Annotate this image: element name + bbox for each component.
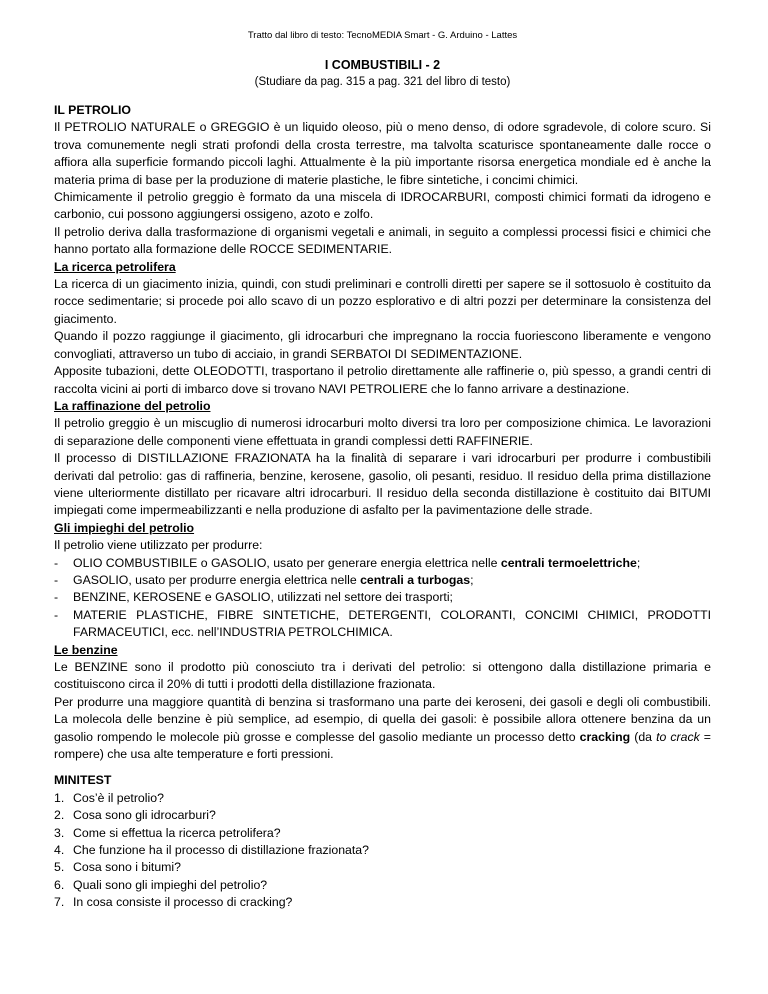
section-heading-benzine: Le benzine — [54, 642, 118, 657]
list-item: - OLIO COMBUSTIBILE o GASOLIO, usato per generare energia elettrica nelle centrali termoelettriche; — [54, 555, 711, 572]
list-item: - BENZINE, KEROSENE e GASOLIO, utilizzati nel settore dei trasporti; — [54, 589, 711, 606]
document-subtitle: (Studiare da pag. 315 a pag. 321 del libro di testo) — [254, 76, 511, 88]
list-item: 7. In cosa consiste il processo di cracking? — [54, 895, 293, 910]
section-heading-raffinazione: La raffinazione del petrolio — [54, 398, 211, 413]
paragraph: Le BENZINE sono il prodotto più conosciuto tra i derivati del petrolio: si ottengono dalla distillazione primaria e costituiscono circa il 20% di tutti i prodotti della distillazione frazionata. — [54, 660, 711, 692]
section-heading-petrolio: IL PETROLIO — [54, 103, 131, 117]
page-header: Tratto dal libro di testo: TecnoMEDIA Smart - G. Arduino - Lattes — [247, 30, 518, 41]
section-heading-minitest: MINITEST — [54, 773, 112, 788]
list-item: 1. Cos’è il petrolio? — [54, 790, 164, 805]
list-item: 5. Cosa sono i bitumi? — [54, 860, 181, 875]
list-item: - MATERIE PLASTICHE, FIBRE SINTETICHE, DETERGENTI, COLORANTI, CONCIMI CHIMICI, PRODOTTI FARMACEUTICI, ecc. nell’INDUSTRIA PETROLCHIMICA. — [54, 607, 711, 642]
paragraph: Il processo di DISTILLAZIONE FRAZIONATA ha la finalità di separare i vari idrocarburi per produrre i combustibili derivati dal petrolio: gas di raffineria, benzine, kerosene, gasolio, oli pesanti, residuo. Il residuo della prima distillazione viene ulteriormente distillato per ricavare altri idrocarburi. Il residuo della seconda distillazione è costituito dai BITUMI impiegati come impermeabilizzanti e nella produzione di asfalto per la pavimentazione delle strade. — [54, 451, 711, 518]
paragraph: Chimicamente il petrolio greggio è formato da una miscela di IDROCARBURI, composti chimici formati da idrogeno e carbonio, cui possono aggiungersi ossigeno, azoto e zolfo. — [54, 190, 711, 222]
document-title: I COMBUSTIBILI - 2 — [324, 58, 441, 72]
list-item: 6. Quali sono gli impieghi del petrolio? — [54, 877, 268, 892]
minitest-list — [54, 790, 711, 912]
document-body — [54, 102, 711, 912]
paragraph: Il petrolio viene utilizzato per produrre: — [54, 538, 263, 553]
list-item: - GASOLIO, usato per produrre energia elettrica nelle centrali a turbogas; — [54, 572, 711, 589]
paragraph: Per produrre una maggiore quantità di benzina si trasformano una parte dei keroseni, dei gasoli e degli oli combustibili. La molecola delle benzine è più semplice, ad esempio, di quella dei gasoli: è possibile allora ottenere benzina da un gasolio rompendo le molecole più grosse e complesse del gasolio mediante un processo detto cracking (da to crack = rompere) che usa alte temperature e forti pressioni. — [54, 694, 711, 762]
paragraph: Quando il pozzo raggiunge il giacimento, gli idrocarburi che impregnano la roccia fuoriescono liberamente e vengono convogliati, attraverso un tubo di acciaio, in grandi SERBATOI DI SEDIMENTAZIONE. — [54, 329, 711, 361]
list-item: 2. Cosa sono gli idrocarburi? — [54, 808, 216, 823]
impieghi-list — [54, 555, 711, 642]
section-heading-ricerca: La ricerca petrolifera — [54, 259, 176, 274]
paragraph: Apposite tubazioni, dette OLEODOTTI, trasportano il petrolio direttamente alle raffinerie o, più spesso, a grandi centri di raccolta vicini ai porti di imbarco dove si trovano NAVI PETROLIERE che lo fanno arrivare a destinazione. — [54, 364, 711, 396]
section-heading-impieghi: Gli impieghi del petrolio — [54, 520, 195, 535]
paragraph: La ricerca di un giacimento inizia, quindi, con studi preliminari e controlli diretti per sapere se il sottosuolo è costituito da rocce sedimentarie; si procede poi allo scavo di un pozzo esplorativo e di altri pozzi per determinare la consistenza del giacimento. — [54, 277, 711, 326]
list-item: 3. Come si effettua la ricerca petrolifera? — [54, 825, 281, 840]
paragraph: Il petrolio greggio è un miscuglio di numerosi idrocarburi molto diversi tra loro per composizione chimica. Le lavorazioni di separazione delle componenti viene effettuata in grandi complessi detti RAFFINERIE. — [54, 416, 711, 448]
list-item: 4. Che funzione ha il processo di distillazione frazionata? — [54, 843, 369, 858]
paragraph: Il petrolio deriva dalla trasformazione di organismi vegetali e animali, in seguito a complessi processi fisici e chimici che hanno portato alla formazione delle ROCCE SEDIMENTARIE. — [54, 224, 711, 257]
paragraph: Il PETROLIO NATURALE o GREGGIO è un liquido oleoso, più o meno denso, di odore sgradevole, di colore scuro. Si trova comunemente negli strati profondi della crosta terrestre, ma talvolta scaturisce spontaneamente dalle rocce o affiora alla superficie formando piccoli laghi. Attualmente è la più importante risorsa energetica mondiale ed è anche la materia prima di base per la produzione di materie plastiche, le fibre sintetiche, i concimi chimici. — [54, 120, 711, 187]
